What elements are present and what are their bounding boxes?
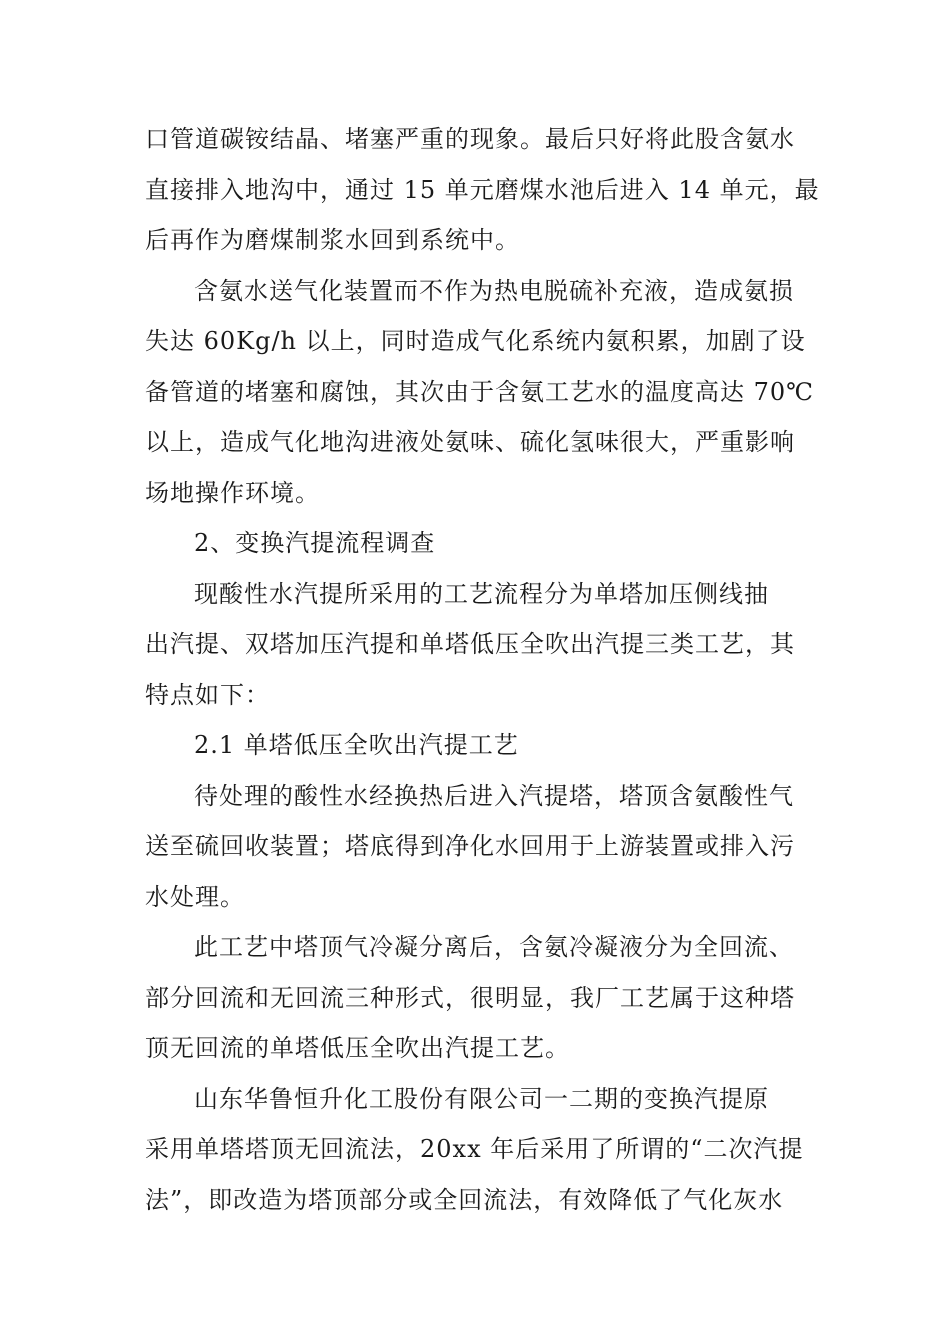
text-line: 口管道碳铵结晶、堵塞严重的现象。最后只好将此股含氨水	[145, 125, 795, 153]
text-line: 场地操作环境。	[145, 478, 320, 507]
section-heading-text: 2、变换汽提流程调查	[194, 529, 436, 557]
text-line: 直接排入地沟中，通过 15 单元磨煤水池后进入 14 单元，最	[145, 175, 820, 204]
text-line: 以上，造成气化地沟进液处氨味、硫化氢味很大，严重影响	[145, 428, 795, 456]
subsection-heading	[145, 720, 835, 771]
paragraph	[145, 114, 835, 266]
text-line: 备管道的堵塞和腐蚀，其次由于含氨工艺水的温度高达 70℃	[145, 377, 815, 406]
text-line: 采用单塔塔顶无回流法，20xx 年后采用了所谓的“二次汽提	[145, 1135, 804, 1163]
paragraph	[145, 266, 835, 519]
text-line: 顶无回流的单塔低压全吹出汽提工艺。	[145, 1034, 570, 1062]
text-line: 现酸性水汽提所采用的工艺流程分为单塔加压侧线抽	[194, 579, 769, 608]
text-line: 法”，即改造为塔顶部分或全回流法，有效降低了气化灰水	[145, 1185, 784, 1214]
text-line: 部分回流和无回流三种形式，很明显，我厂工艺属于这种塔	[145, 983, 795, 1012]
text-line: 出汽提、双塔加压汽提和单塔低压全吹出汽提三类工艺，其	[145, 630, 795, 658]
text-line: 水处理。	[145, 882, 245, 911]
text-line: 山东华鲁恒升化工股份有限公司一二期的变换汽提原	[194, 1084, 769, 1113]
document-body	[145, 114, 835, 1225]
paragraph	[145, 922, 835, 1074]
text-line: 待处理的酸性水经换热后进入汽提塔，塔顶含氨酸性气	[194, 781, 794, 810]
text-line: 含氨水送气化装置而不作为热电脱硫补充液，造成氨损	[194, 276, 794, 305]
subsection-heading-text: 2.1 单塔低压全吹出汽提工艺	[194, 731, 519, 759]
text-line: 后再作为磨煤制浆水回到系统中。	[145, 226, 520, 254]
paragraph	[145, 771, 835, 923]
text-line: 此工艺中塔顶气冷凝分离后，含氨冷凝液分为全回流、	[194, 933, 794, 961]
text-line: 送至硫回收装置；塔底得到净化水回用于上游装置或排入污	[145, 832, 795, 860]
paragraph	[145, 569, 835, 721]
paragraph	[145, 1074, 835, 1226]
text-line: 失达 60Kg/h 以上，同时造成气化系统内氨积累，加剧了设	[145, 327, 806, 355]
text-line: 特点如下：	[145, 680, 270, 709]
section-heading	[145, 518, 835, 569]
